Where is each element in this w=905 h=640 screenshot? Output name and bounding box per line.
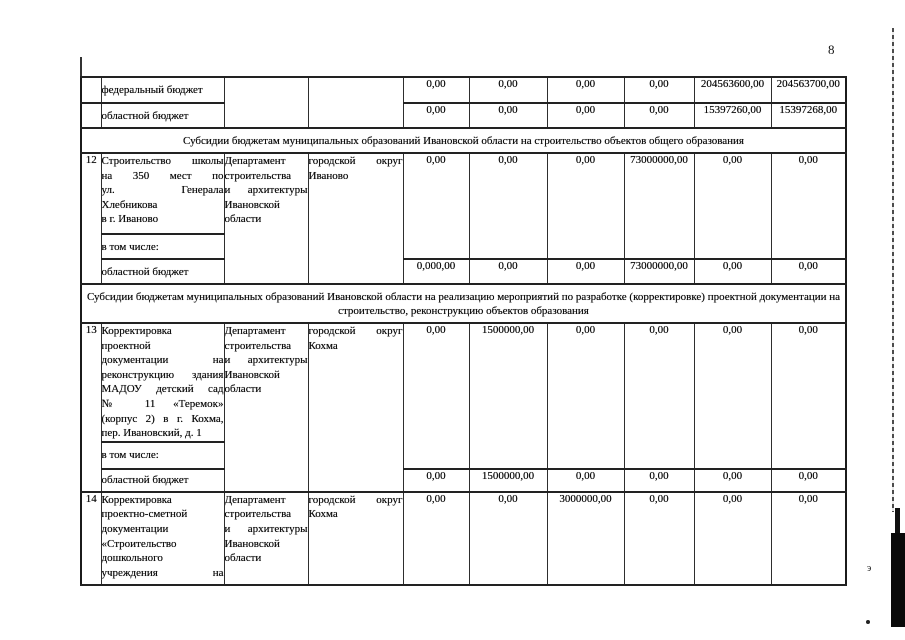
value-cell: 0,00 bbox=[624, 469, 694, 492]
page-number: 8 bbox=[828, 42, 835, 57]
table-row bbox=[81, 103, 846, 128]
value-cell: 1500000,00 bbox=[469, 469, 547, 492]
value-cell: 0,00 bbox=[469, 77, 547, 103]
table-row bbox=[81, 153, 846, 234]
value-cell: 73000000,00 bbox=[624, 153, 694, 259]
value-cell: 0,00 bbox=[547, 153, 624, 259]
object-name-cell: Строительство школы на 350 мест по ул. Генерала Хлебникова в г. Иваново bbox=[101, 153, 224, 234]
table-row bbox=[81, 492, 846, 585]
value-cell: 0,00 bbox=[771, 492, 846, 585]
value-cell: 0,00 bbox=[547, 77, 624, 103]
value-cell: 0,00 bbox=[771, 323, 846, 469]
row-number-cell: 14 bbox=[81, 492, 101, 585]
row-number-cell bbox=[81, 103, 101, 128]
municipality-cell: городской округ Кохма bbox=[308, 323, 403, 492]
value-cell: 204563600,00 bbox=[694, 77, 771, 103]
value-cell: 15397260,00 bbox=[694, 103, 771, 128]
value-cell: 0,00 bbox=[694, 153, 771, 259]
row-number-cell bbox=[81, 77, 101, 103]
value-cell: 0,00 bbox=[694, 259, 771, 284]
value-cell: 0,00 bbox=[403, 323, 469, 469]
value-cell: 0,00 bbox=[469, 492, 547, 585]
table-edge-stub bbox=[80, 57, 82, 76]
scan-artifact-notch bbox=[895, 508, 900, 535]
table-row bbox=[81, 469, 846, 492]
value-cell: 204563700,00 bbox=[771, 77, 846, 103]
value-cell: 3000000,00 bbox=[547, 492, 624, 585]
edge-mark: э bbox=[867, 563, 872, 574]
value-cell: 0,00 bbox=[694, 469, 771, 492]
section-header: Субсидии бюджетам муниципальных образований Ивановской области на реализацию мероприятий по разработке (корректировке) проектной документации на строительство, реконструкцию объектов образования bbox=[81, 284, 846, 323]
executor-cell: Департамент строительства и архитектуры Ивановской области bbox=[224, 323, 308, 492]
value-cell: 73000000,00 bbox=[624, 259, 694, 284]
object-name-cell: Корректировка проектной документации на реконструкцию здания МАДОУ детский сад № 11 «Теремок» (корпус 2) в г. Кохма, пер. Ивановский, д. 1 bbox=[101, 323, 224, 442]
executor-cell: Департамент строительства и архитектуры Ивановской области bbox=[224, 153, 308, 284]
value-cell: 0,00 bbox=[624, 77, 694, 103]
value-cell: 0,00 bbox=[624, 103, 694, 128]
value-cell: 15397268,00 bbox=[771, 103, 846, 128]
value-cell: 0,00 bbox=[403, 77, 469, 103]
scan-artifact-bar bbox=[891, 533, 905, 627]
value-cell: 0,00 bbox=[403, 153, 469, 259]
value-cell: 0,00 bbox=[771, 153, 846, 259]
section-row bbox=[81, 284, 846, 323]
table-row bbox=[81, 259, 846, 284]
including-label-cell: в том числе: bbox=[101, 442, 224, 469]
edge-dot bbox=[866, 620, 870, 624]
value-cell: 0,00 bbox=[469, 153, 547, 259]
object-name-cell: Корректировка проектно-сметной документации «Строительство дошкольного учреждения на bbox=[101, 492, 224, 585]
value-cell: 0,00 bbox=[403, 492, 469, 585]
value-cell: 0,00 bbox=[547, 323, 624, 469]
scan-artifact-line bbox=[892, 28, 894, 512]
value-cell: 0,00 bbox=[547, 259, 624, 284]
value-cell: 1500000,00 bbox=[469, 323, 547, 469]
value-cell: 0,00 bbox=[547, 103, 624, 128]
value-cell: 0,00 bbox=[694, 323, 771, 469]
row-number-cell: 13 bbox=[81, 323, 101, 492]
table-row bbox=[81, 323, 846, 442]
value-cell: 0,00 bbox=[771, 469, 846, 492]
executor-cell: Департамент строительства и архитектуры Ивановской области bbox=[224, 492, 308, 585]
budget-label-cell: федеральный бюджет bbox=[101, 77, 224, 103]
row-number-cell: 12 bbox=[81, 153, 101, 284]
value-cell: 0,00 bbox=[403, 469, 469, 492]
section-header: Субсидии бюджетам муниципальных образований Ивановской области на строительство объектов общего образования bbox=[81, 128, 846, 153]
value-cell: 0,00 bbox=[624, 492, 694, 585]
value-cell: 0,00 bbox=[403, 103, 469, 128]
value-cell: 0,00 bbox=[771, 259, 846, 284]
including-label-cell: в том числе: bbox=[101, 234, 224, 259]
municipality-cell: городской округ Иваново bbox=[308, 153, 403, 284]
value-cell: 0,00 bbox=[547, 469, 624, 492]
municipality-cell: городской округ Кохма bbox=[308, 492, 403, 585]
budget-label-cell: областной бюджет bbox=[101, 469, 224, 492]
budget-label-cell: областной бюджет bbox=[101, 103, 224, 128]
executor-cell bbox=[224, 77, 308, 128]
budget-table bbox=[80, 76, 847, 586]
municipality-cell bbox=[308, 77, 403, 128]
table-row bbox=[81, 77, 846, 103]
value-cell: 0,00 bbox=[694, 492, 771, 585]
section-row bbox=[81, 128, 846, 153]
value-cell: 0,000,00 bbox=[403, 259, 469, 284]
value-cell: 0,00 bbox=[469, 259, 547, 284]
value-cell: 0,00 bbox=[624, 323, 694, 469]
budget-label-cell: областной бюджет bbox=[101, 259, 224, 284]
value-cell: 0,00 bbox=[469, 103, 547, 128]
